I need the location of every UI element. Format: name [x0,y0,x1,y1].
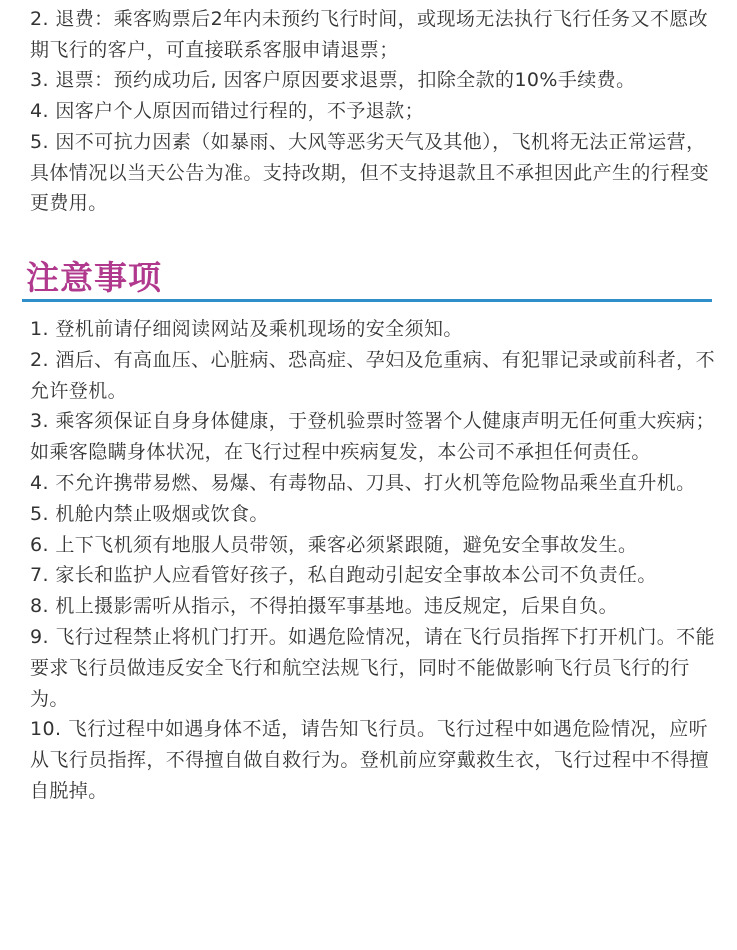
section-divider [22,299,712,302]
refund-item-5: 5. 因不可抗力因素（如暴雨、大风等恶劣天气及其他），飞机将无法正常运营，具体情况以当天公告为准。支持改期，但不支持退款且不承担因此产生的行程变更费用。 [30,130,710,215]
refund-item-2: 2. 退费：乘客购票后2年内未预约飞行时间，或现场无法执行飞行任务又不愿改期飞行的客户，可直接联系客服申请退票； [30,8,709,61]
notice-item-2: 2. 酒后、有高血压、心脏病、恐高症、孕妇及危重病、有犯罪记录或前科者，不允许登机。 [30,348,715,402]
notice-item-3: 3. 乘客须保证自身身体健康，于登机验票时签署个人健康声明无任何重大疾病；如乘客隐瞒身体状况，在飞行过程中疾病复发，本公司不承担任何责任。 [30,410,715,464]
section-title-notices: 注意事项 [26,258,162,297]
refund-item-3: 3. 退票：预约成功后, 因客户原因要求退票，扣除全款的10%手续费。 [30,69,636,92]
notice-item-6: 6. 上下飞机须有地服人员带领，乘客必须紧跟随，避免安全事故发生。 [30,533,638,556]
notice-list [30,314,720,807]
notice-item-4: 4. 不允许携带易燃、易爆、有毒物品、刀具、打火机等危险物品乘坐直升机。 [30,471,696,494]
refund-item-4: 4. 因客户个人原因而错过行程的，不予退款； [30,100,424,123]
notice-item-9: 9. 飞行过程禁止将机门打开。如遇危险情况，请在飞行员指挥下打开机门。不能要求飞行员做违反安全飞行和航空法规飞行，同时不能做影响飞行员飞行的行为。 [30,625,715,710]
refund-rules-list [30,4,720,219]
notice-item-8: 8. 机上摄影需听从指示，不得拍摄军事基地。违反规定，后果自负。 [30,595,618,618]
notice-item-1: 1. 登机前请仔细阅读网站及乘机现场的安全须知。 [30,318,463,340]
notice-item-10: 10. 飞行过程中如遇身体不适，请告知飞行员。飞行过程中如遇危险情况，应听从飞行员指挥，不得擅自做自救行为。登机前应穿戴救生衣，飞行过程中不得擅自脱掉。 [30,718,710,802]
notice-item-7: 7. 家长和监护人应看管好孩子，私自跑动引起安全事故本公司不负责任。 [30,564,657,587]
notice-item-5: 5. 机舱内禁止吸烟或饮食。 [30,502,269,525]
